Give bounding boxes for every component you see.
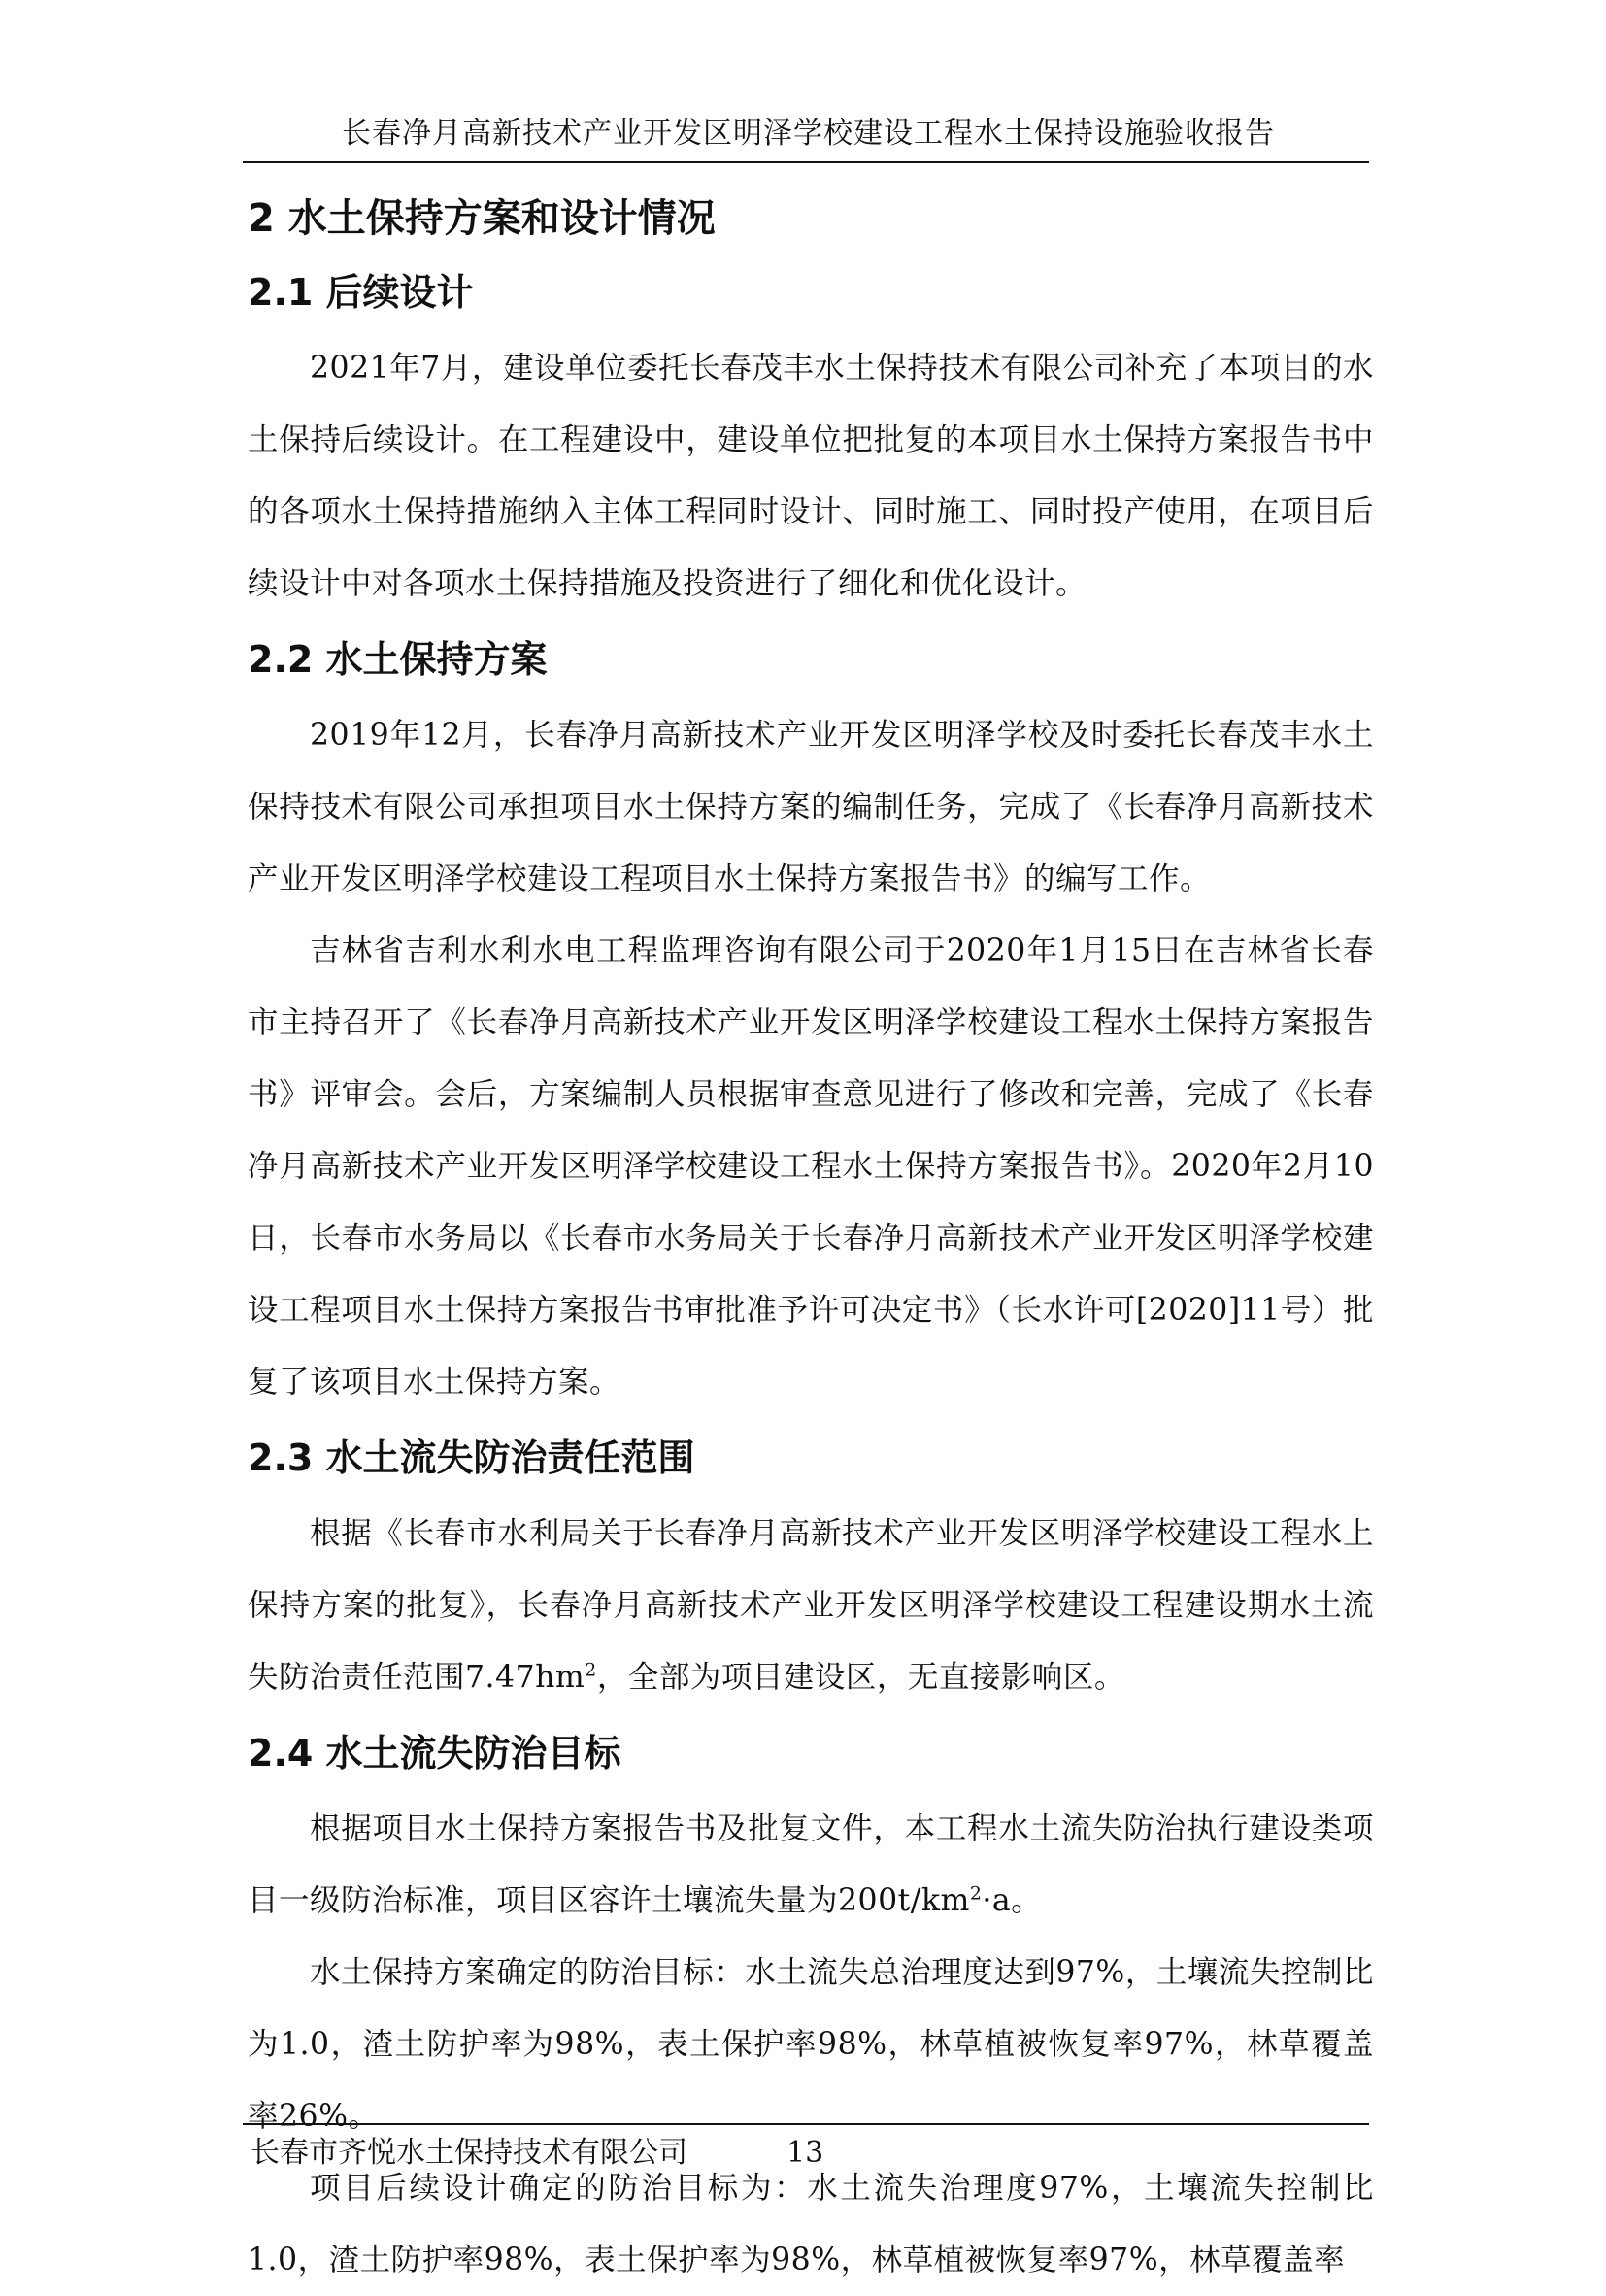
paragraph-2-3-1-tail: ，全部为项目建设区，无直接影响区。: [596, 1660, 1125, 1695]
footer-divider: [243, 2123, 1369, 2125]
paragraph-2-2-2: 吉林省吉利水利水电工程监理咨询有限公司于2020年1月15日在吉林省长春市主持召开了《长春净月高新技术产业开发区明泽学校建设工程水土保持方案报告书》评审会。会后，方案编制人员根据审查意见进行了修改和完善，完成了《长春净月高新技术产业开发区明泽学校建设工程水土保持方案报告书》。2020年2月10日，长春市水务局以《长春市水务局关于长春净月高新技术产业开发区明泽学校建设工程项目水土保持方案报告书审批准予许可决定书》（长水许可[2020]11号）批复了该项目水土保持方案。: [248, 933, 1374, 1400]
section-title-2-2: 2.2 水土保持方案: [248, 638, 548, 681]
header-divider: [243, 161, 1369, 163]
paragraph-2-4-1: [248, 1793, 1374, 1937]
page-number: 13: [786, 2136, 824, 2170]
section-title-2-4: 2.4 水土流失防治目标: [248, 1732, 621, 1774]
section-title-2-3: 2.3 水土流失防治责任范围: [248, 1436, 695, 1479]
section-title-2-1: 2.1 后续设计: [248, 271, 474, 314]
chapter-title: 2 水土保持方案和设计情况: [248, 196, 716, 241]
page-body: [248, 185, 1374, 2296]
page-header-title: 长春净月高新技术产业开发区明泽学校建设工程水土保持设施验收报告: [342, 117, 1275, 151]
paragraph-2-2-1: 2019年12月，长春净月高新技术产业开发区明泽学校及时委托长春茂丰水土保持技术有限公司承担项目水土保持方案的编制任务，完成了《长春净月高新技术产业开发区明泽学校建设工程项目水土保持方案报告书》的编写工作。: [248, 718, 1374, 896]
paragraph-2-1-1: 2021年7月，建设单位委托长春茂丰水土保持技术有限公司补充了本项目的水土保持后续设计。在工程建设中，建设单位把批复的本项目水土保持方案报告书中的各项水土保持措施纳入主体工程同时设计、同时施工、同时投产使用，在项目后续设计中对各项水土保持措施及投资进行了细化和优化设计。: [248, 351, 1374, 601]
paragraph-2-4-1-text: 根据项目水土保持方案报告书及批复文件，本工程水土流失防治执行建设类项目一级防治标准，项目区容许土壤流失量为200t/km: [248, 1811, 1374, 1918]
paragraph-2-3-1: [248, 1498, 1374, 1713]
superscript-2: 2: [585, 1659, 597, 1681]
paragraph-2-4-1-tail: ·a。: [982, 1883, 1043, 1918]
paragraph-2-4-3: 项目后续设计确定的防治目标为：水土流失治理度97%，土壤流失控制比1.0，渣土防护率98%，表土保护率为98%，林草植被恢复率97%，林草覆盖率: [248, 2171, 1374, 2278]
paragraph-2-3-1-text: 根据《长春市水利局关于长春净月高新技术产业开发区明泽学校建设工程水上保持方案的批复》，长春净月高新技术产业开发区明泽学校建设工程建设期水土流失防治责任范围7.47hm: [248, 1516, 1374, 1695]
footer-company: 长春市齐悦水土保持技术有限公司: [251, 2136, 687, 2170]
paragraph-2-4-2: 水土保持方案确定的防治目标：水土流失总治理度达到97%，土壤流失控制比为1.0，渣土防护率为98%，表土保护率98%，林草植被恢复率97%，林草覆盖率26%。: [248, 1955, 1374, 2134]
superscript-2: 2: [969, 1882, 983, 1905]
